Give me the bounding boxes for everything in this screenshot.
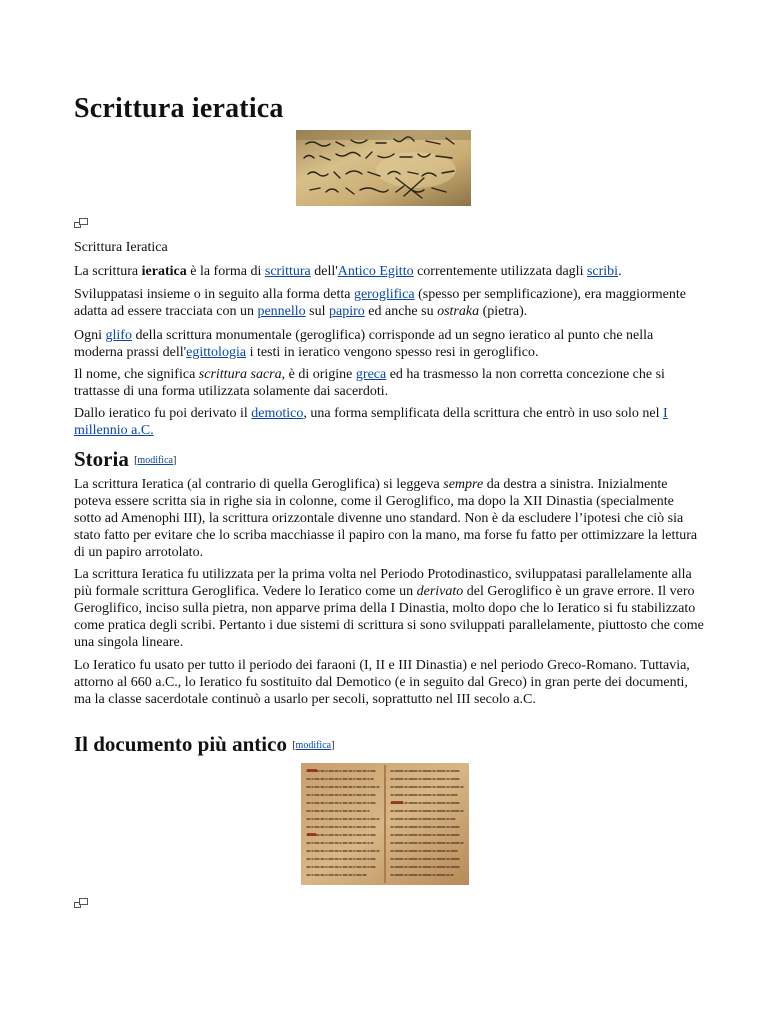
link-scrittura[interactable]: scrittura: [264, 264, 311, 279]
section-heading-documento: Il documento più antico [modifica]: [74, 732, 335, 756]
intro-paragraph-2: Sviluppatasi insieme o in seguito alla forma detta geroglifica (spesso per semplificazione), era maggiormente adatta ad essere tracciata con un pennello sul papiro ed anche su ostraka (pietra).: [74, 287, 686, 319]
link-scribi[interactable]: scribi: [586, 264, 619, 279]
intro-paragraph-5: Dallo ieratico fu poi derivato il demotico, una forma semplificata della scrittura che entrò in uso solo nel I millennio a.C.: [74, 406, 668, 438]
storia-paragraph-3: Lo Ieratico fu usato per tutto il periodo dei faraoni (I, II e III Dinastia) e nel periodo Greco-Romano. Tuttavia, attorno al 660 a.C., lo Ieratico fu sostituito dal Demotico (e in seguito dal Greco) in gran perte dei documenti, ma la classe sacerdotale continuò a usarlo per secoli, soprattutto nel III secolo a.C.: [74, 658, 690, 707]
link-antico-egitto[interactable]: Antico Egitto: [337, 264, 414, 279]
page-title: Scrittura ieratica: [74, 93, 284, 124]
storia-paragraph-2: La scrittura Ieratica fu utilizzata per la prima volta nel Periodo Protodinastico, sviluppatasi parallelamente alla più formale scrittura Geroglifica. Vedere lo Ieratico come un derivato del Geroglifico è un grave errore. Il vero Geroglifico, inciso sulla pietra, non apparve prima della I Dinastia, molto dopo che lo Ieratico si fu stabilizzato come pratica degli scribi. Pertanto i due sistemi di scrittura si sono sviluppati parallelamente, piuttosto che come una singola lineare.: [74, 567, 704, 650]
edit-section: [modifica]: [292, 740, 335, 751]
link-egittologia[interactable]: egittologia: [186, 345, 247, 360]
link-greca[interactable]: greca: [355, 367, 387, 382]
intro-paragraph-3: Ogni glifo della scrittura monumentale (geroglifica) corrisponde ad un segno ieratico al punto che nella moderna prassi dell'egittologia i testi in ieratico vengono spesso resi in geroglifico.: [74, 328, 654, 360]
intro-paragraph-4: Il nome, che significa scrittura sacra, è di origine greca ed ha trasmesso la non corretta concezione che si trattasse di una forma utilizzata solamente dai sacerdoti.: [74, 367, 665, 399]
magnify-clip-icon[interactable]: [74, 898, 88, 908]
figure-caption: Scrittura Ieratica: [74, 240, 168, 255]
storia-paragraph-1: La scrittura Ieratica (al contrario di quella Geroglifica) si leggeva sempre da destra a sinistra. Inizialmente poteva essere scritta sia in righe sia in colonne, come il Geroglifico, ma dopo la XII Dinastia (specialmente sotto ad Amenophi III), la scrittura orizzontale divenne uno standard. Non è da escludere l’ipotesi che ciò sia stato fatto per evitare che lo scriba macchiasse il papiro con la mano, ma forse fu fatto per ottimizzare la lettura di un papiro arrotolato.: [74, 477, 698, 560]
link-pennello[interactable]: pennello: [257, 304, 306, 319]
hieratic-papyrus-image[interactable]: [299, 761, 471, 887]
magnify-clip-icon[interactable]: [74, 218, 88, 228]
link-demotico[interactable]: demotico: [251, 406, 304, 421]
link-glifo[interactable]: glifo: [105, 328, 132, 343]
bold-term: ieratica: [141, 264, 187, 279]
link-papiro[interactable]: papiro: [329, 304, 365, 319]
hieratic-ostracon-image[interactable]: [296, 130, 471, 206]
link-i-millennio-ac[interactable]: I millennio a.C.: [74, 406, 668, 438]
edit-section-link[interactable]: modifica: [295, 740, 332, 751]
link-geroglifica[interactable]: geroglifica: [353, 287, 415, 302]
intro-paragraph-1: La scrittura ieratica è la forma di scrittura dell'Antico Egitto correntemente utilizzata dagli scribi.: [74, 264, 622, 279]
edit-section-link[interactable]: modifica: [137, 455, 173, 466]
edit-section: [modifica]: [134, 455, 177, 466]
section-heading-storia: Storia [modifica]: [74, 447, 177, 471]
